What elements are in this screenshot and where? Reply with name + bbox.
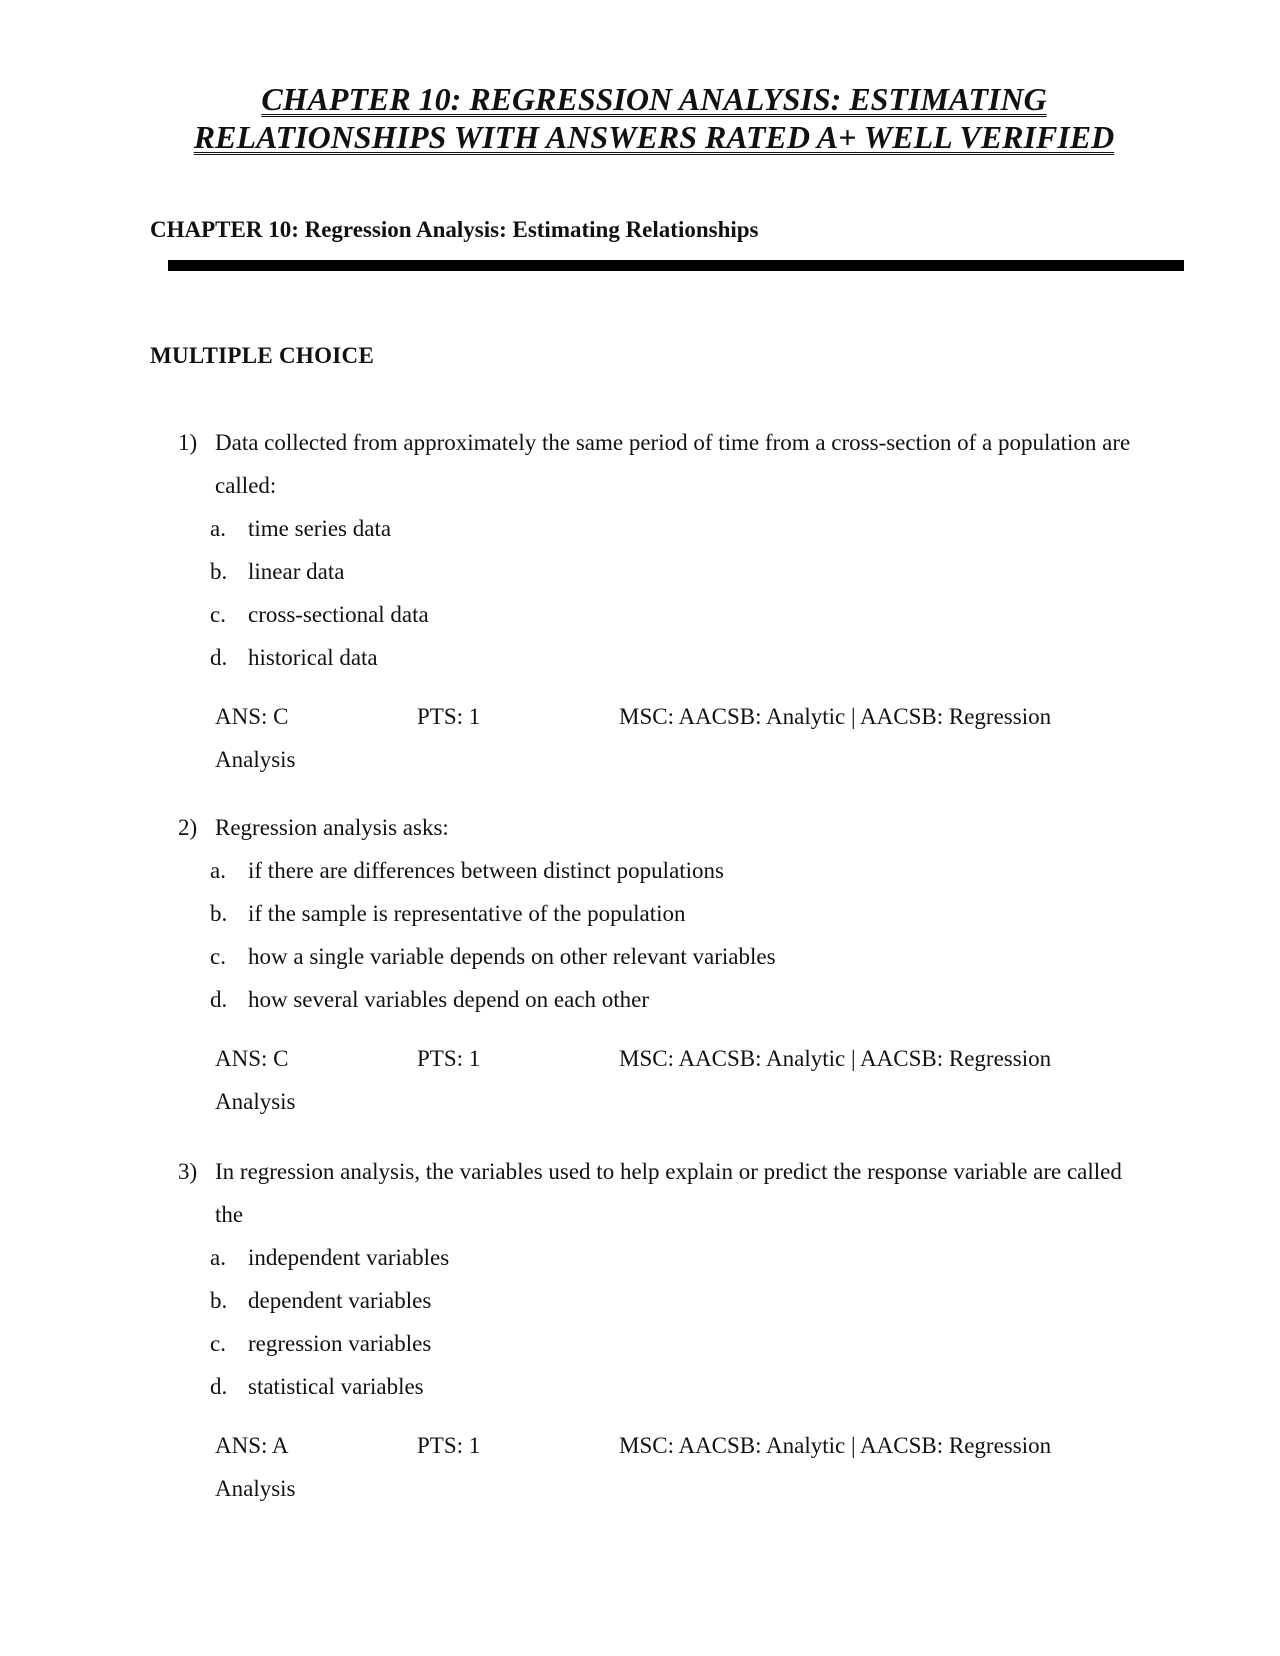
option-text: independent variables <box>248 1245 450 1270</box>
msc-tags: MSC: AACSB: Analytic | AACSB: Regression <box>619 1433 1052 1458</box>
option-text: dependent variables <box>248 1288 432 1313</box>
option-b <box>210 892 1280 935</box>
option-letter: b. <box>210 901 228 926</box>
answer-meta <box>215 1037 1115 1123</box>
option-b <box>210 1279 1280 1322</box>
option-text: regression variables <box>248 1331 432 1356</box>
points: PTS: 1 <box>417 1046 481 1071</box>
option-c <box>210 935 1280 978</box>
question-number: 3) <box>178 1159 198 1184</box>
question-number: 2) <box>178 815 198 840</box>
answer-meta <box>215 1424 1115 1510</box>
option-text: time series data <box>248 516 392 541</box>
option-letter: d. <box>210 1374 228 1399</box>
option-c <box>210 593 1280 636</box>
msc-tags-continued: Analysis <box>215 1089 296 1114</box>
question-2 <box>0 806 1280 1123</box>
option-text: if there are differences between distinct populations <box>248 858 725 883</box>
option-text: cross-sectional data <box>248 602 429 627</box>
answer-key: ANS: A <box>215 1433 289 1458</box>
option-letter: a. <box>210 858 226 883</box>
option-d <box>210 978 1280 1021</box>
answer-meta <box>215 695 1115 781</box>
document-title <box>120 80 1188 156</box>
option-text: statistical variables <box>248 1374 424 1399</box>
option-text: how a single variable depends on other relevant variables <box>248 944 776 969</box>
question-3 <box>0 1150 1280 1510</box>
title-line-2: RELATIONSHIPS WITH ANSWERS RATED A+ WELL VERIFIED <box>193 119 1115 155</box>
question-text: In regression analysis, the variables used to help explain or predict the response variable are called the <box>215 1159 1122 1227</box>
option-letter: d. <box>210 645 228 670</box>
msc-tags-continued: Analysis <box>215 1476 296 1501</box>
question-text: Data collected from approximately the same period of time from a cross-section of a population are called: <box>215 430 1131 498</box>
chapter-subtitle: CHAPTER 10: Regression Analysis: Estimating Relationships <box>150 217 759 242</box>
answer-key: ANS: C <box>215 704 289 729</box>
option-letter: a. <box>210 516 226 541</box>
option-text: how several variables depend on each other <box>248 987 650 1012</box>
msc-tags: MSC: AACSB: Analytic | AACSB: Regression <box>619 704 1052 729</box>
option-list <box>0 1236 1280 1408</box>
option-text: linear data <box>248 559 345 584</box>
option-d <box>210 1365 1280 1408</box>
title-line-1: CHAPTER 10: REGRESSION ANALYSIS: ESTIMATING <box>261 81 1047 117</box>
horizontal-rule <box>168 260 1184 271</box>
msc-tags-continued: Analysis <box>215 747 296 772</box>
option-text: if the sample is representative of the population <box>248 901 686 926</box>
option-c <box>210 1322 1280 1365</box>
option-a <box>210 1236 1280 1279</box>
points: PTS: 1 <box>417 704 481 729</box>
points: PTS: 1 <box>417 1433 481 1458</box>
option-d <box>210 636 1280 679</box>
option-a <box>210 507 1280 550</box>
section-heading: MULTIPLE CHOICE <box>150 343 375 368</box>
option-letter: c. <box>210 944 226 969</box>
option-list <box>0 849 1280 1021</box>
msc-tags: MSC: AACSB: Analytic | AACSB: Regression <box>619 1046 1052 1071</box>
option-letter: a. <box>210 1245 226 1270</box>
option-text: historical data <box>248 645 378 670</box>
question-text: Regression analysis asks: <box>215 815 449 840</box>
option-letter: b. <box>210 559 228 584</box>
option-a <box>210 849 1280 892</box>
question-number: 1) <box>178 430 198 455</box>
option-letter: d. <box>210 987 228 1012</box>
answer-key: ANS: C <box>215 1046 289 1071</box>
option-letter: c. <box>210 602 226 627</box>
option-list <box>0 507 1280 679</box>
option-letter: c. <box>210 1331 226 1356</box>
question-1 <box>0 421 1280 781</box>
option-b <box>210 550 1280 593</box>
option-letter: b. <box>210 1288 228 1313</box>
